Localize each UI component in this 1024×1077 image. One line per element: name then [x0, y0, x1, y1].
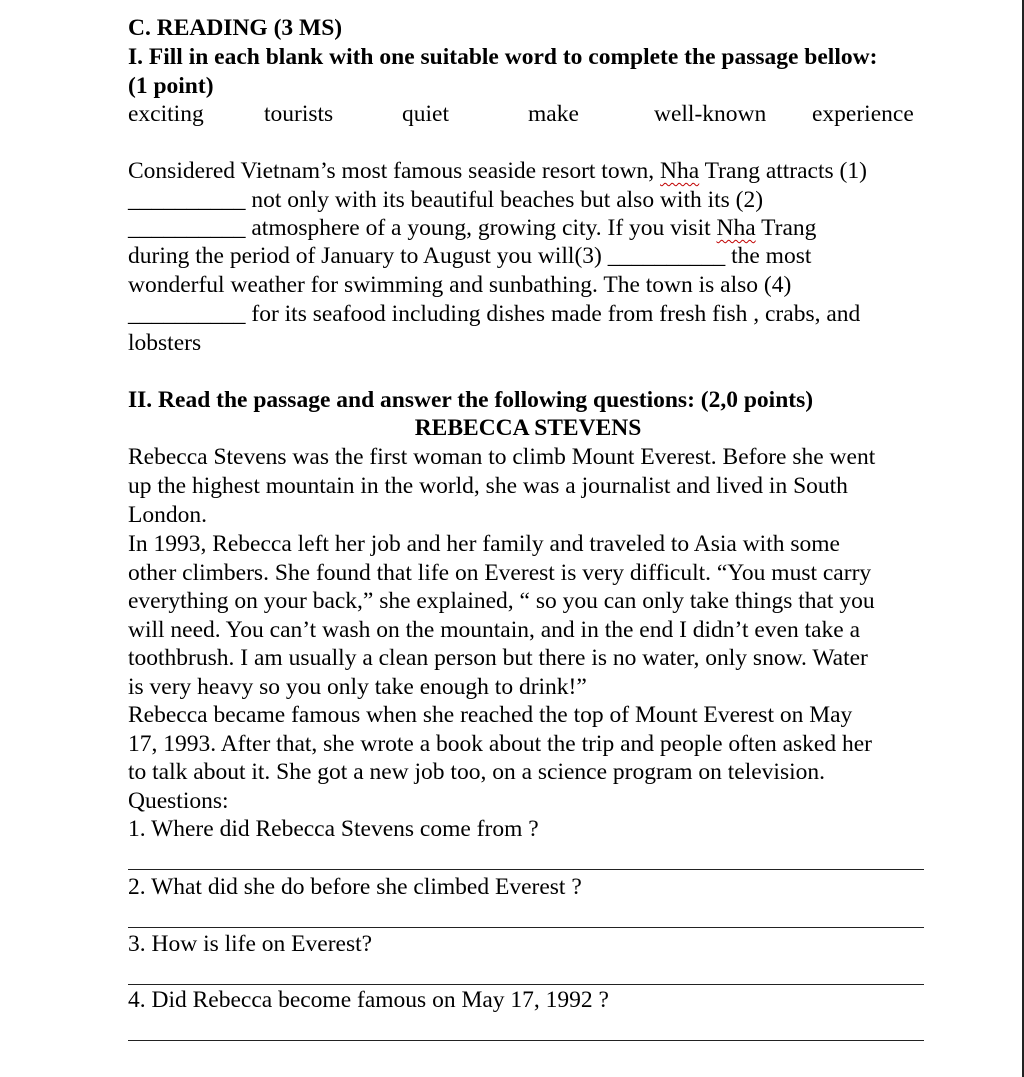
question-1: 1. Where did Rebecca Stevens come from ?: [128, 816, 539, 842]
story-line: everything on your back,” she explained, “ so you can only take things that you: [128, 588, 875, 614]
passage1-line: lobsters: [128, 330, 202, 356]
story-line: to talk about it. She got a new job too, on a science program on television.: [128, 759, 826, 785]
word-bank-item: quiet: [402, 101, 449, 127]
story-line: is very heavy so you only take enough to drink!”: [128, 674, 587, 700]
story-line: London.: [128, 502, 207, 528]
passage1-line: __________ atmosphere of a young, growing city. If you visit Nha Trang: [128, 215, 817, 241]
word-bank-item: tourists: [264, 101, 334, 127]
part2-title: II. Read the passage and answer the following questions: (2,0 points): [128, 387, 814, 413]
story-line: other climbers. She found that life on Everest is very difficult. “You must carry: [128, 560, 872, 586]
story-line: up the highest mountain in the world, she was a journalist and lived in South: [128, 473, 848, 499]
questions-label: Questions:: [128, 788, 229, 814]
question-4: 4. Did Rebecca become famous on May 17, 1992 ?: [128, 987, 609, 1013]
word-bank-item: experience: [812, 101, 914, 127]
passage1-line: __________ not only with its beautiful beaches but also with its (2): [128, 187, 764, 213]
story-line: will need. You can’t wash on the mountain, and in the end I didn’t even take a: [128, 617, 861, 643]
story-line: toothbrush. I am usually a clean person but there is no water, only snow. Water: [128, 645, 868, 671]
passage1-line: wonderful weather for swimming and sunbathing. The town is also (4): [128, 272, 792, 298]
question-3: 3. How is life on Everest?: [128, 931, 373, 957]
story-title: REBECCA STEVENS: [414, 415, 642, 441]
question-2: 2. What did she do before she climbed Everest ?: [128, 874, 582, 900]
part1-title: I. Fill in each blank with one suitable word to complete the passage bellow:: [128, 44, 878, 70]
section-heading: C. READING (3 MS): [128, 15, 343, 41]
spellcheck-word: Nha: [660, 158, 700, 184]
passage1-line: Considered Vietnam’s most famous seaside resort town, Nha Trang attracts (1): [128, 158, 867, 184]
answer-line[interactable]: [128, 869, 924, 870]
story-line: In 1993, Rebecca left her job and her family and traveled to Asia with some: [128, 531, 840, 557]
passage1-line: __________ for its seafood including dishes made from fresh fish , crabs, and: [128, 301, 861, 327]
story-line: 17, 1993. After that, she wrote a book about the trip and people often asked her: [128, 731, 872, 757]
story-line: Rebecca Stevens was the first woman to climb Mount Everest. Before she went: [128, 444, 876, 470]
answer-line[interactable]: [128, 927, 924, 928]
answer-line[interactable]: [128, 1040, 924, 1041]
part1-points: (1 point): [128, 73, 214, 99]
passage1-line: during the period of January to August you will(3) __________ the most: [128, 243, 812, 269]
story-line: Rebecca became famous when she reached the top of Mount Everest on May: [128, 702, 853, 728]
word-bank-item: exciting: [128, 101, 204, 127]
answer-line[interactable]: [128, 984, 924, 985]
word-bank-item: well-known: [654, 101, 767, 127]
spellcheck-word: Nha: [716, 215, 756, 241]
word-bank-item: make: [528, 101, 579, 127]
